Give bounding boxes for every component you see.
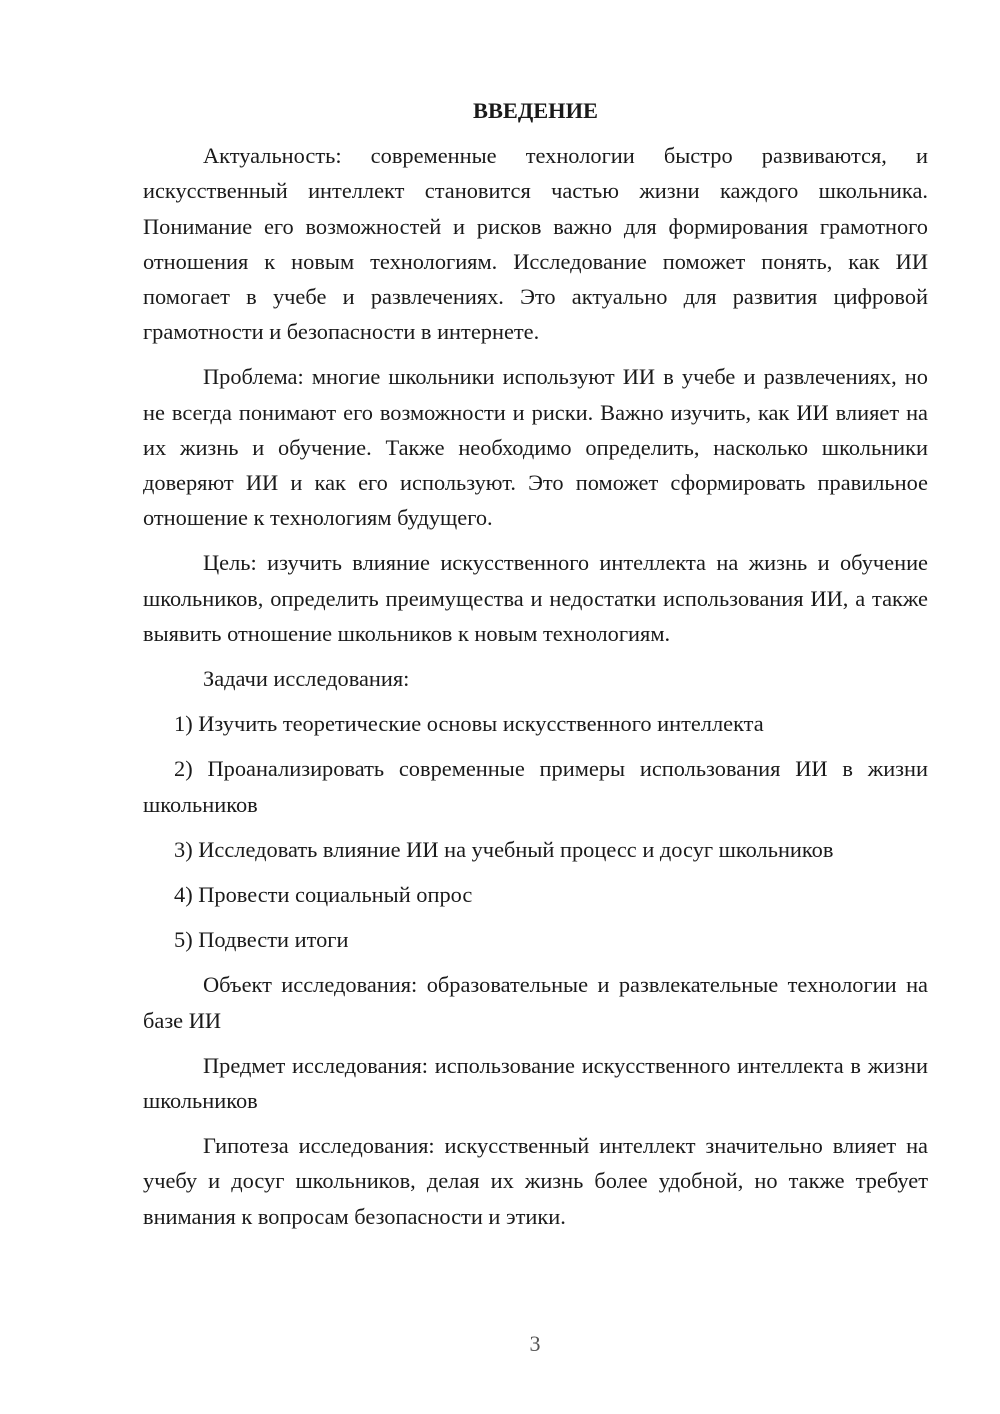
relevance-paragraph: Актуальность: современные технологии быстро развиваются, и искусственный интеллект становится частью жизни каждого школьника. Понимание его возможностей и рисков важно для формирования грамотного отношения к новым технологиям. Исследование поможет понять, как ИИ помогает в учебе и развлечениях. Это актуально для развития цифровой грамотности и безопасности в интернете.: [143, 143, 928, 345]
hypothesis-paragraph: Гипотеза исследования: искусственный интеллект значительно влияет на учебу и досуг школьников, делая их жизнь более удобной, но также требует внимания к вопросам безопасности и этики.: [143, 1133, 928, 1229]
task-item-1: 1) Изучить теоретические основы искусственного интеллекта: [174, 711, 764, 737]
page-number: 3: [529, 1331, 541, 1356]
goal-paragraph: Цель: изучить влияние искусственного интеллекта на жизнь и обучение школьников, определить преимущества и недостатки использования ИИ, а также выявить отношение школьников к новым технологиям.: [143, 550, 928, 646]
problem-paragraph: Проблема: многие школьники используют ИИ в учебе и развлечениях, но не всегда понимают его возможности и риски. Важно изучить, как ИИ влияет на их жизнь и обучение. Также необходимо определить, насколько школьники доверяют ИИ и как его используют. Это поможет сформировать правильное отношение к технологиям будущего.: [143, 364, 928, 531]
task-item-4: 4) Провести социальный опрос: [174, 882, 473, 908]
object-paragraph: Объект исследования: образовательные и развлекательные технологии на базе ИИ: [143, 972, 928, 1033]
task-item-2: 2) Проанализировать современные примеры использования ИИ в жизни школьников: [143, 756, 928, 817]
subject-paragraph: Предмет исследования: использование искусственного интеллекта в жизни школьников: [143, 1052, 928, 1114]
task-item-3: 3) Исследовать влияние ИИ на учебный процесс и досуг школьников: [174, 836, 834, 862]
section-heading: ВВЕДЕНИЕ: [473, 98, 598, 123]
page-content: [143, 93, 928, 1244]
tasks-title: Задачи исследования:: [203, 666, 410, 692]
task-item-5: 5) Подвести итоги: [174, 927, 349, 953]
